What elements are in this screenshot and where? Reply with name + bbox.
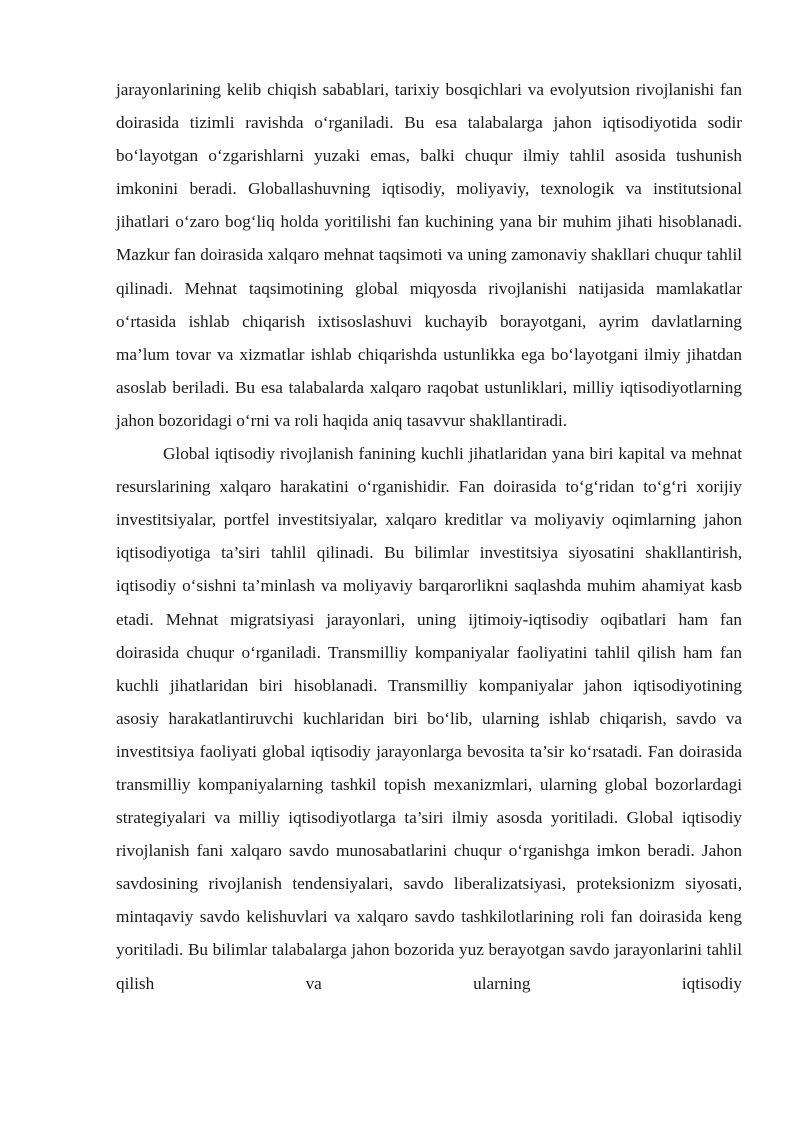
document-body — [116, 73, 742, 1000]
paragraph-1: jarayonlarining kelib chiqish sabablari, tarixiy bosqichlari va evolyutsion rivojlanishi fan doirasida tizimli ravishda o‘rganiladi. Bu esa talabalarga jahon iqtisodiyotida sodir bo‘layotgan o‘zgarishlarni yuzaki emas, balki chuqur ilmiy tahlil asosida tushunish imkonini beradi. Globallashuvning iqtisodiy, moliyaviy, texnologik va institutsional jihatlari o‘zaro bog‘liq holda yoritilishi fan kuchining yana bir muhim jihati hisoblanadi. Mazkur fan doirasida xalqaro mehnat taqsimoti va uning zamonaviy shakllari chuqur tahlil qilinadi. Mehnat taqsimotining global miqyosda rivojlanishi natijasida mamlakatlar o‘rtasida ishlab chiqarish ixtisoslashuvi kuchayib borayotgani, ayrim davlatlarning ma’lum tovar va xizmatlar ishlab chiqarishda ustunlikka ega bo‘layotgani ilmiy jihatdan asoslab beriladi. Bu esa talabalarda xalqaro raqobat ustunliklari, milliy iqtisodiyotlarning jahon bozoridagi o‘rni va roli haqida aniq tasavvur shakllantiradi. — [116, 80, 742, 430]
paragraph-2: Global iqtisodiy rivojlanish fanining kuchli jihatlaridan yana biri kapital va mehnat resurslarining xalqaro harakatini o‘rganishidir. Fan doirasida to‘g‘ridan to‘g‘ri xorijiy investitsiyalar, portfel investitsiyalar, xalqaro kreditlar va moliyaviy oqimlarning jahon iqtisodiyotiga ta’siri tahlil qilinadi. Bu bilimlar investitsiya siyosatini shakllantirish, iqtisodiy o‘sishni ta’minlash va moliyaviy barqarorlikni saqlashda muhim ahamiyat kasb etadi. Mehnat migratsiyasi jarayonlari, uning ijtimoiy-iqtisodiy oqibatlari ham fan doirasida chuqur o‘rganiladi. Transmilliy kompaniyalar faoliyatini tahlil qilish ham fan kuchli jihatlaridan biri hisoblanadi. Transmilliy kompaniyalar jahon iqtisodiyotining asosiy harakatlantiruvchi kuchlaridan biri bo‘lib, ularning ishlab chiqarish, savdo va investitsiya faoliyati global iqtisodiy jarayonlarga bevosita ta’sir ko‘rsatadi. Fan doirasida transmilliy kompaniyalarning tashkil topish mexanizmlari, ularning global bozorlardagi strategiyalari va milliy iqtisodiyotlarga ta’siri ilmiy asosda yoritiladi. Global iqtisodiy rivojlanish fani xalqaro savdo munosabatlarini chuqur o‘rganishga imkon beradi. Jahon savdosining rivojlanish tendensiyalari, savdo liberalizatsiyasi, proteksionizm siyosati, mintaqaviy savdo kelishuvlari va xalqaro savdo tashkilotlarining roli fan doirasida keng yoritiladi. Bu bilimlar talabalarga jahon bozorida yuz berayotgan savdo jarayonlarini tahlil qilish va ularning iqtisodiy — [116, 444, 742, 993]
